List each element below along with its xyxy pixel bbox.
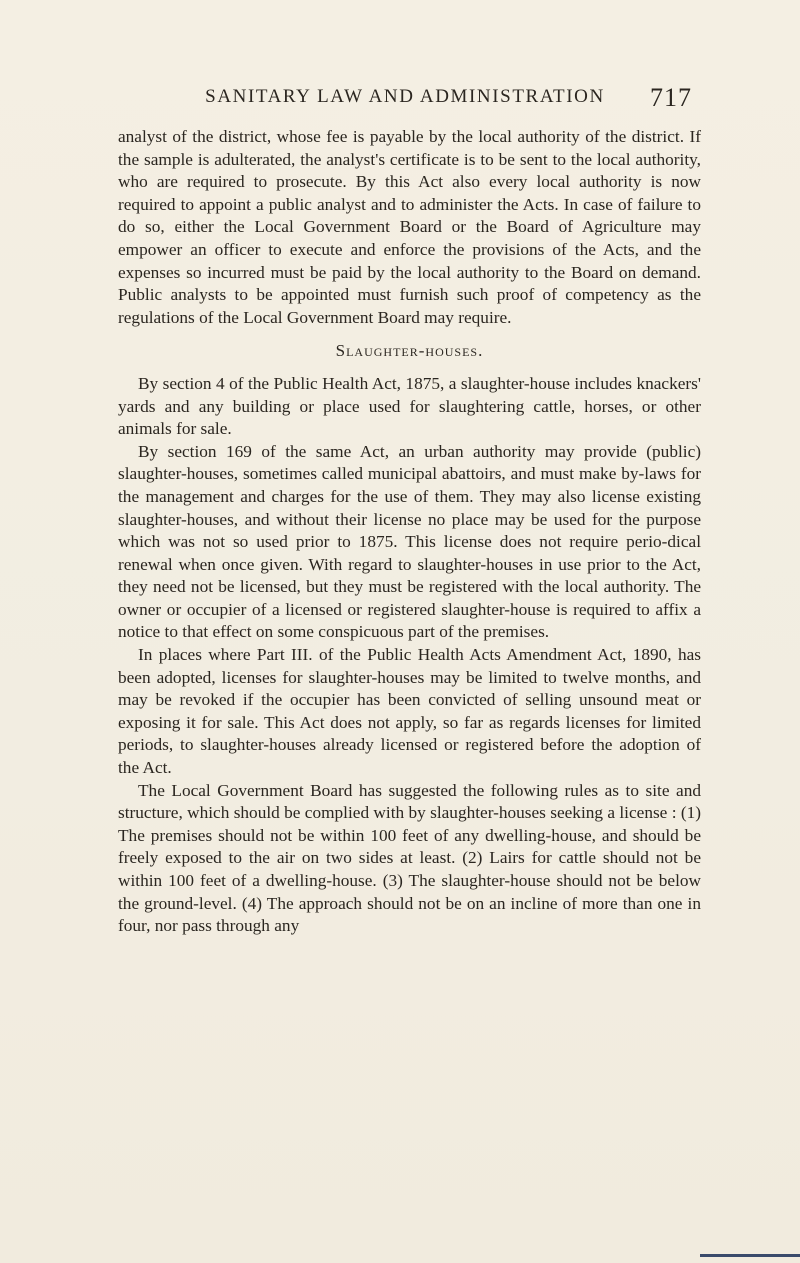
running-header [0,83,800,112]
paragraph: analyst of the district, whose fee is payable by the local authority of the district. If the sample is adulterated, the analyst's certificate is to be sent to the local authority, who are required to prosecute. By this Act also every local authority is now required to appoint a public analyst and to administer the Acts. In case of failure to do so, either the Local Government Board or the Board of Agriculture may empower an officer to execute and enforce the provisions of the Acts, and the expenses so incurred must be paid by the local authority to the Board on demand. Public analysts to be appointed must furnish such proof of competency as the regulations of the Local Government Board may require. [118,127,701,327]
page-number: 717 [650,83,692,112]
body-text [118,126,701,938]
section-heading: Slaughter-houses. [335,341,484,361]
paragraph: The Local Government Board has suggested the following rules as to site and structure, which should be complied with by slaughter-houses seeking a license : (1) The premises should not be within 100 feet of any dwelling-house, and should be freely exposed to the air on two sides at least. (2) Lairs for cattle should not be within 100 feet of a dwelling-house. (3) The slaughter-house should not be below the ground-level. (4) The approach should not be on an incline of more than one in four, nor pass through any [118,780,701,936]
paragraph: In places where Part III. of the Public Health Acts Amendment Act, 1890, has been adopted, licenses for slaughter-houses may be limited to twelve months, and may be revoked if the occupier has been convicted of selling unsound meat or exposing it for sale. This Act does not apply, so far as regards licenses for limited periods, to slaughter-houses already licensed or registered before the adoption of the Act. [118,645,701,778]
paragraph: By section 169 of the same Act, an urban authority may provide (public) slaughter-houses, sometimes called municipal abattoirs, and must make by-laws for the management and charges for the use of them. They may also license existing slaughter-houses, and without their license no place may be used for the purpose which was not so used prior to 1875. This license does not require perio-dical renewal when once given. With regard to slaughter-houses in use prior to the Act, they need not be licensed, but they must be registered with the local authority. The owner or occupier of a licensed or registered slaughter-house is required to affix a notice to that effect on some conspicuous part of the premises. [118,441,701,642]
paragraph: By section 4 of the Public Health Act, 1875, a slaughter-house includes knackers' yards and any building or place used for slaughtering cattle, horses, or other animals for sale. [118,373,701,439]
bottom-edge-mark [700,1254,800,1257]
running-title: SANITARY LAW AND ADMINISTRATION [205,86,605,107]
